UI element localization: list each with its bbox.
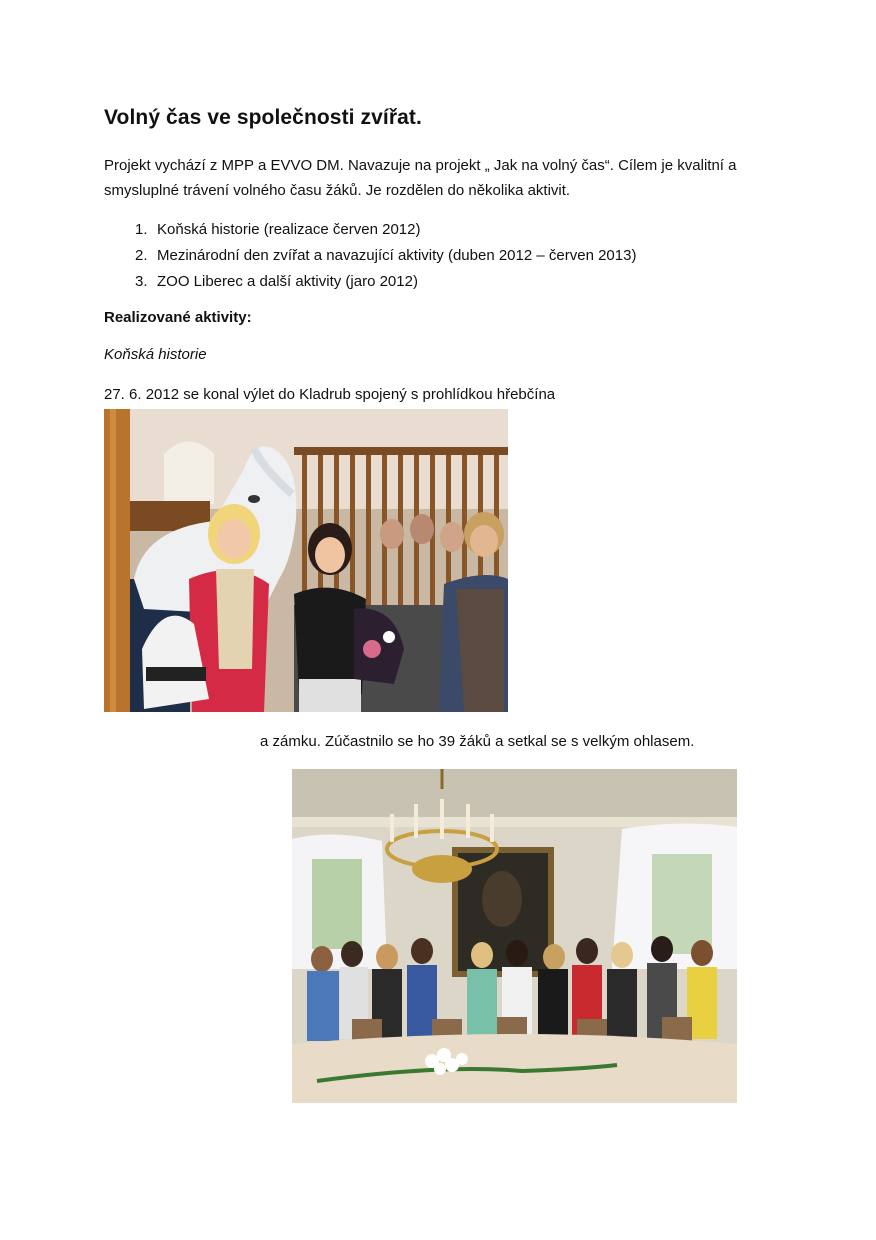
list-item-text: Mezinárodní den zvířat a navazující aktivity (duben 2012 – červen 2013) <box>157 247 637 264</box>
list-item-number: 3. <box>135 273 148 290</box>
page-title: Volný čas ve společnosti zvířat. <box>104 106 422 129</box>
list-item-number: 1. <box>135 221 148 238</box>
photo-horse-stable <box>104 409 508 712</box>
trip-text-continued: a zámku. Zúčastnilo se ho 39 žáků a setkal se s velkým ohlasem. <box>260 733 695 750</box>
section-heading: Koňská historie <box>104 346 207 363</box>
intro-paragraph: Projekt vychází z MPP a EVVO DM. Navazuje na projekt „ Jak na volný čas“. Cílem je kvalitní a smysluplné trávení volného času žáků. Je rozdělen do několika aktivit. <box>104 157 737 199</box>
list-item <box>104 217 636 243</box>
list-item-text: ZOO Liberec a další aktivity (jaro 2012) <box>157 273 418 290</box>
activity-list <box>104 217 636 295</box>
photo-castle-hall <box>292 769 737 1103</box>
list-item <box>104 243 636 269</box>
list-item-number: 2. <box>135 247 148 264</box>
trip-text: 27. 6. 2012 se konal výlet do Kladrub spojený s prohlídkou hřebčína <box>104 386 556 403</box>
list-item <box>104 269 636 295</box>
realized-activities-heading: Realizované aktivity: <box>104 309 252 326</box>
list-item-text: Koňská historie (realizace červen 2012) <box>157 221 421 238</box>
